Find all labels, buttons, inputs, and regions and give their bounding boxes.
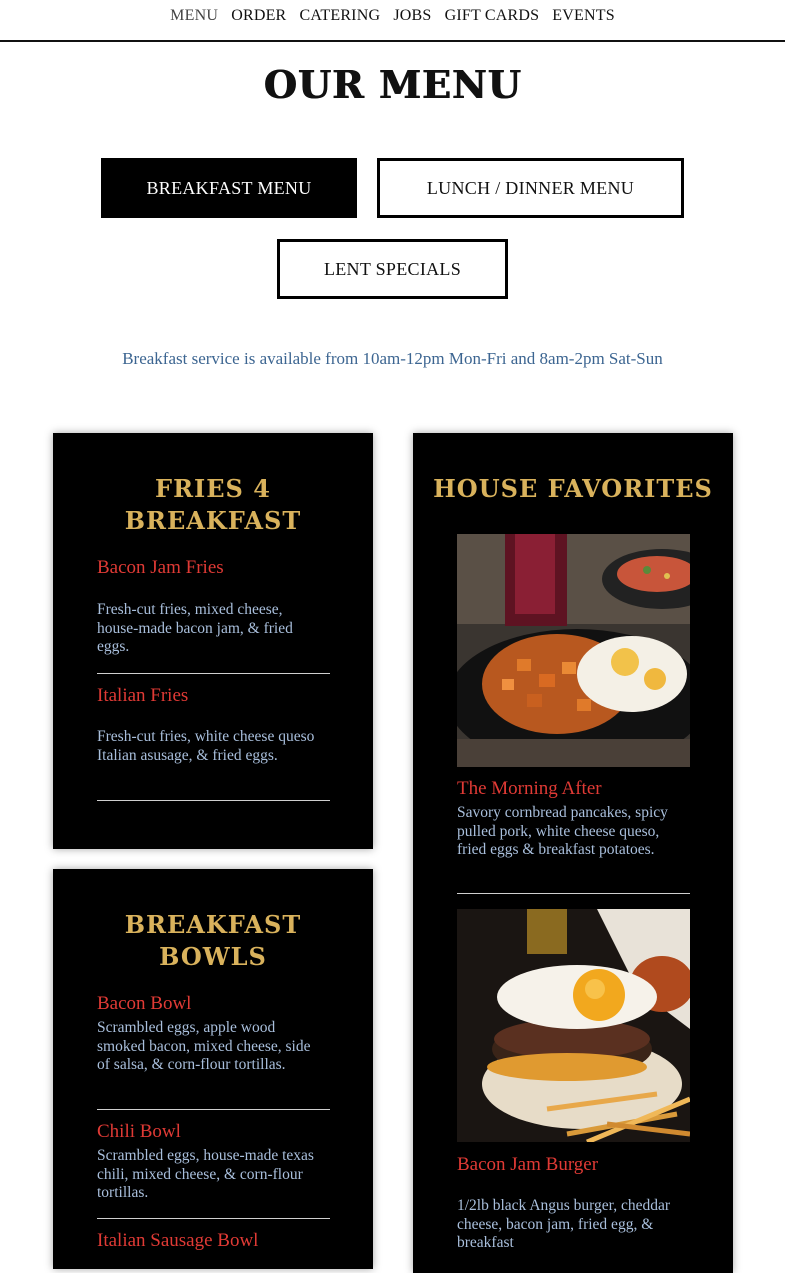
bacon-jam-burger-photo	[457, 909, 690, 1142]
item-name: Italian Fries	[97, 685, 189, 706]
divider	[97, 1109, 330, 1110]
item-name: Bacon Bowl	[97, 993, 192, 1014]
fries-4-breakfast-card	[53, 433, 373, 849]
section-title: FRIES 4 BREAKFAST	[124, 474, 302, 535]
nav-catering[interactable]: CATERING	[299, 7, 381, 24]
item-name: Chili Bowl	[97, 1121, 181, 1142]
nav-gift-cards[interactable]: GIFT CARDS	[444, 7, 540, 24]
item-description: 1/2lb black Angus burger, cheddar cheese, bacon jam, fried egg, & breakfast	[457, 1197, 671, 1252]
item-name: Bacon Jam Fries	[97, 557, 224, 578]
breakfast-menu-button[interactable]: BREAKFAST MENU	[101, 158, 357, 218]
page-title: OUR MENU	[263, 62, 522, 107]
top-nav	[0, 0, 785, 42]
nav-jobs[interactable]: JOBS	[393, 7, 432, 24]
item-name: Bacon Jam Burger	[457, 1154, 599, 1175]
divider	[97, 1218, 330, 1219]
item-name: Italian Sausage Bowl	[97, 1230, 259, 1251]
item-description: Scrambled eggs, apple wood smoked bacon, mixed cheese, side of salsa, & corn-flour tortillas.	[97, 1019, 311, 1074]
item-description: Savory cornbread pancakes, spicy pulled pork, white cheese queso, fried eggs & breakfast potatoes.	[457, 804, 668, 859]
item-description: Fresh-cut fries, mixed cheese, house-made bacon jam, & fried eggs.	[97, 601, 293, 656]
nav-menu[interactable]: MENU	[170, 7, 219, 24]
breakfast-service-note: Breakfast service is available from 10am-12pm Mon-Fri and 8am-2pm Sat-Sun	[122, 349, 663, 368]
item-description: Scrambled eggs, house-made texas chili, mixed cheese, & corn-flour tortillas.	[97, 1147, 314, 1202]
breakfast-bowls-card	[53, 869, 373, 1269]
item-name: The Morning After	[457, 778, 602, 799]
section-title: HOUSE FAVORITES	[433, 474, 713, 503]
item-description: Fresh-cut fries, white cheese queso Italian asusage, & fried eggs.	[97, 728, 315, 764]
lent-specials-button[interactable]: LENT SPECIALS	[277, 239, 508, 299]
section-title: BREAKFAST BOWLS	[124, 910, 302, 971]
divider	[97, 673, 330, 674]
morning-after-photo	[457, 534, 690, 767]
house-favorites-card	[413, 433, 733, 1273]
divider	[457, 893, 690, 894]
divider	[97, 800, 330, 801]
nav-events[interactable]: EVENTS	[552, 7, 615, 24]
lunch-dinner-menu-button[interactable]: LUNCH / DINNER MENU	[377, 158, 684, 218]
nav-order[interactable]: ORDER	[231, 7, 287, 24]
